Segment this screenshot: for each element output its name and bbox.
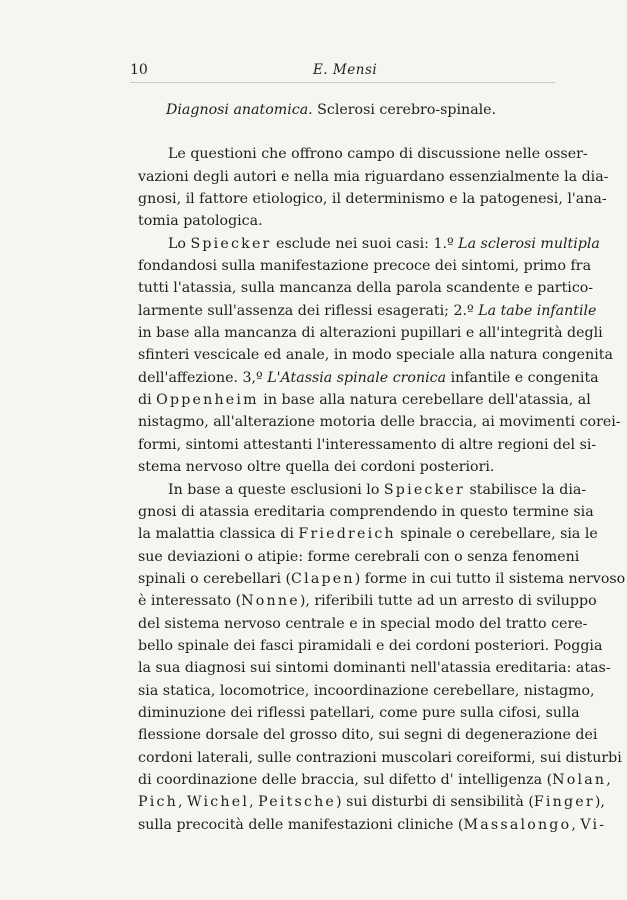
line-text: gnosi, il fattore etiologico, il determinismo e la patogenesi, l'ana- [138, 191, 607, 208]
text-line [138, 143, 588, 165]
disease-name: La sclerosi multipla [458, 235, 600, 252]
author-name: Nonne [241, 593, 300, 610]
line-text: sulla precocità delle manifestazioni cliniche ( [138, 816, 464, 833]
line-text: in base alla natura cerebellare dell'atassia, al [258, 392, 591, 409]
line-text: ), [594, 794, 605, 811]
section-title [138, 99, 558, 121]
text-line [138, 702, 580, 724]
line-text: spinale o cerebellare, sia le [395, 526, 598, 543]
author-name: Spiecker [383, 481, 465, 498]
author-name: Peitsche [258, 794, 337, 811]
text-line [138, 791, 605, 813]
line-text: cordoni laterali, sulle contrazioni muscolari coreiformi, sui disturbi [138, 749, 622, 766]
text-line [138, 635, 603, 657]
line-text: , [177, 794, 187, 811]
text-line [138, 724, 598, 746]
text-line [138, 657, 611, 679]
text-line [138, 300, 597, 322]
line-text: , [249, 794, 259, 811]
line-text: ), riferibili tutte ad un arresto di sviluppo [299, 593, 597, 610]
disease-name: L'Atassia spinale cronica [267, 369, 447, 386]
paragraph-gap [138, 121, 558, 143]
line-text: di coordinazione delle braccia, sul difetto d' intelligenza ( [138, 771, 553, 788]
line-text: sia statica, locomotrice, incoordinazione cerebellare, nistagmo, [138, 682, 595, 699]
line-text: larmente sull'assenza dei riflessi esagerati; 2.º [138, 302, 479, 319]
line-text: tutti l'atassia, sulla mancanza della parola scandente e partico- [138, 280, 594, 297]
text-line [138, 479, 587, 501]
text-line [138, 277, 594, 299]
line-text: esclude nei suoi casi: 1.º [271, 235, 459, 252]
line-text: stema nervoso oltre quella dei cordoni posteriori. [138, 459, 495, 476]
line-text: dell'affezione. 3,º [138, 369, 268, 386]
author-name: Friedreich [298, 526, 396, 543]
text-line [138, 344, 613, 366]
line-text: spinali o cerebellari ( [138, 570, 292, 587]
line-text: , [606, 771, 611, 788]
text-line [138, 769, 611, 791]
line-text: tomia patologica. [138, 213, 263, 230]
running-head: E. Mensi [313, 62, 378, 78]
text-line [138, 322, 603, 344]
line-text: gnosi di atassia ereditaria comprendendo in questo termine sia [138, 503, 594, 520]
line-text: ) forme in cui tutto il sistema nervoso [354, 570, 626, 587]
line-text: infantile e congenita [446, 369, 599, 386]
section-title-text: Sclerosi cerebro-spinale. [312, 102, 497, 118]
text-line [138, 166, 609, 188]
line-text: è interessato ( [138, 593, 242, 610]
line-text: nistagmo, all'alterazione motoria delle braccia, ai movimenti corei- [138, 414, 621, 431]
line-text: formi, sintomi attestanti l'interessamento di altre regioni del si- [138, 436, 597, 453]
text-line [138, 814, 607, 836]
text-block [138, 99, 626, 836]
author-name: Wichel [187, 794, 250, 811]
line-text: stabilisce la dia- [464, 481, 587, 498]
text-line [138, 568, 626, 590]
text-line [138, 434, 597, 456]
author-name: Vi- [580, 816, 607, 833]
text-line [138, 613, 588, 635]
text-line [138, 210, 558, 232]
line-text: del sistema nervoso centrale e in special modo del tratto cere- [138, 615, 588, 632]
text-line [138, 747, 622, 769]
line-text: bello spinale dei fasci piramidali e dei cordoni posteriori. Poggia [138, 637, 603, 654]
text-line [138, 523, 598, 545]
line-text: vazioni degli autori e nella mia riguardano essenzialmente la dia- [138, 168, 609, 185]
text-line [138, 367, 599, 389]
line-text: ) sui disturbi di sensibilità ( [336, 794, 534, 811]
page-number: 10 [130, 62, 148, 78]
line-text: sue deviazioni o atipie: forme cerebrali con o senza fenomeni [138, 548, 580, 565]
line-text: la sua diagnosi sui sintomi dominanti nell'atassia ereditaria: atas- [138, 660, 611, 677]
line-text: la malattia classica di [138, 526, 299, 543]
line-text: Lo [168, 235, 191, 252]
line-text: diminuzione dei riflessi patellari, come pure sulla cifosi, sulla [138, 704, 580, 721]
line-text: di [138, 392, 157, 409]
text-line [138, 456, 558, 478]
section-title-label: Diagnosi anatomica. [166, 102, 313, 118]
line-text: in base alla mancanza di alterazioni pupillari e all'integrità degli [138, 325, 603, 342]
text-line [138, 255, 592, 277]
line-text: , [571, 816, 581, 833]
line-text: Le questioni che offrono campo di discussione nelle osser- [168, 146, 588, 163]
text-line [138, 590, 597, 612]
text-line [138, 389, 591, 411]
line-text: fondandosi sulla manifestazione precoce dei sintomi, primo fra [138, 258, 592, 275]
line-text: sfinteri vescicale ed anale, in modo speciale alla natura congenita [138, 347, 613, 364]
text-line [138, 546, 580, 568]
text-line [138, 233, 600, 255]
author-name: Clapen [291, 570, 355, 587]
text-line [138, 501, 594, 523]
author-name: Finger [533, 794, 595, 811]
text-line [138, 411, 621, 433]
disease-name: La tabe infantile [478, 302, 597, 319]
author-name: Pich [138, 794, 178, 811]
header-rule [130, 82, 555, 83]
text-line [138, 680, 595, 702]
line-text: In base a queste esclusioni lo [168, 481, 384, 498]
author-name: Spiecker [190, 235, 272, 252]
line-text: flessione dorsale del grosso dito, sui segni di degenerazione dei [138, 727, 598, 744]
author-name: Massalongo [463, 816, 572, 833]
author-name: Oppenheim [156, 392, 259, 409]
author-name: Nolan [552, 771, 607, 788]
text-line [138, 188, 607, 210]
